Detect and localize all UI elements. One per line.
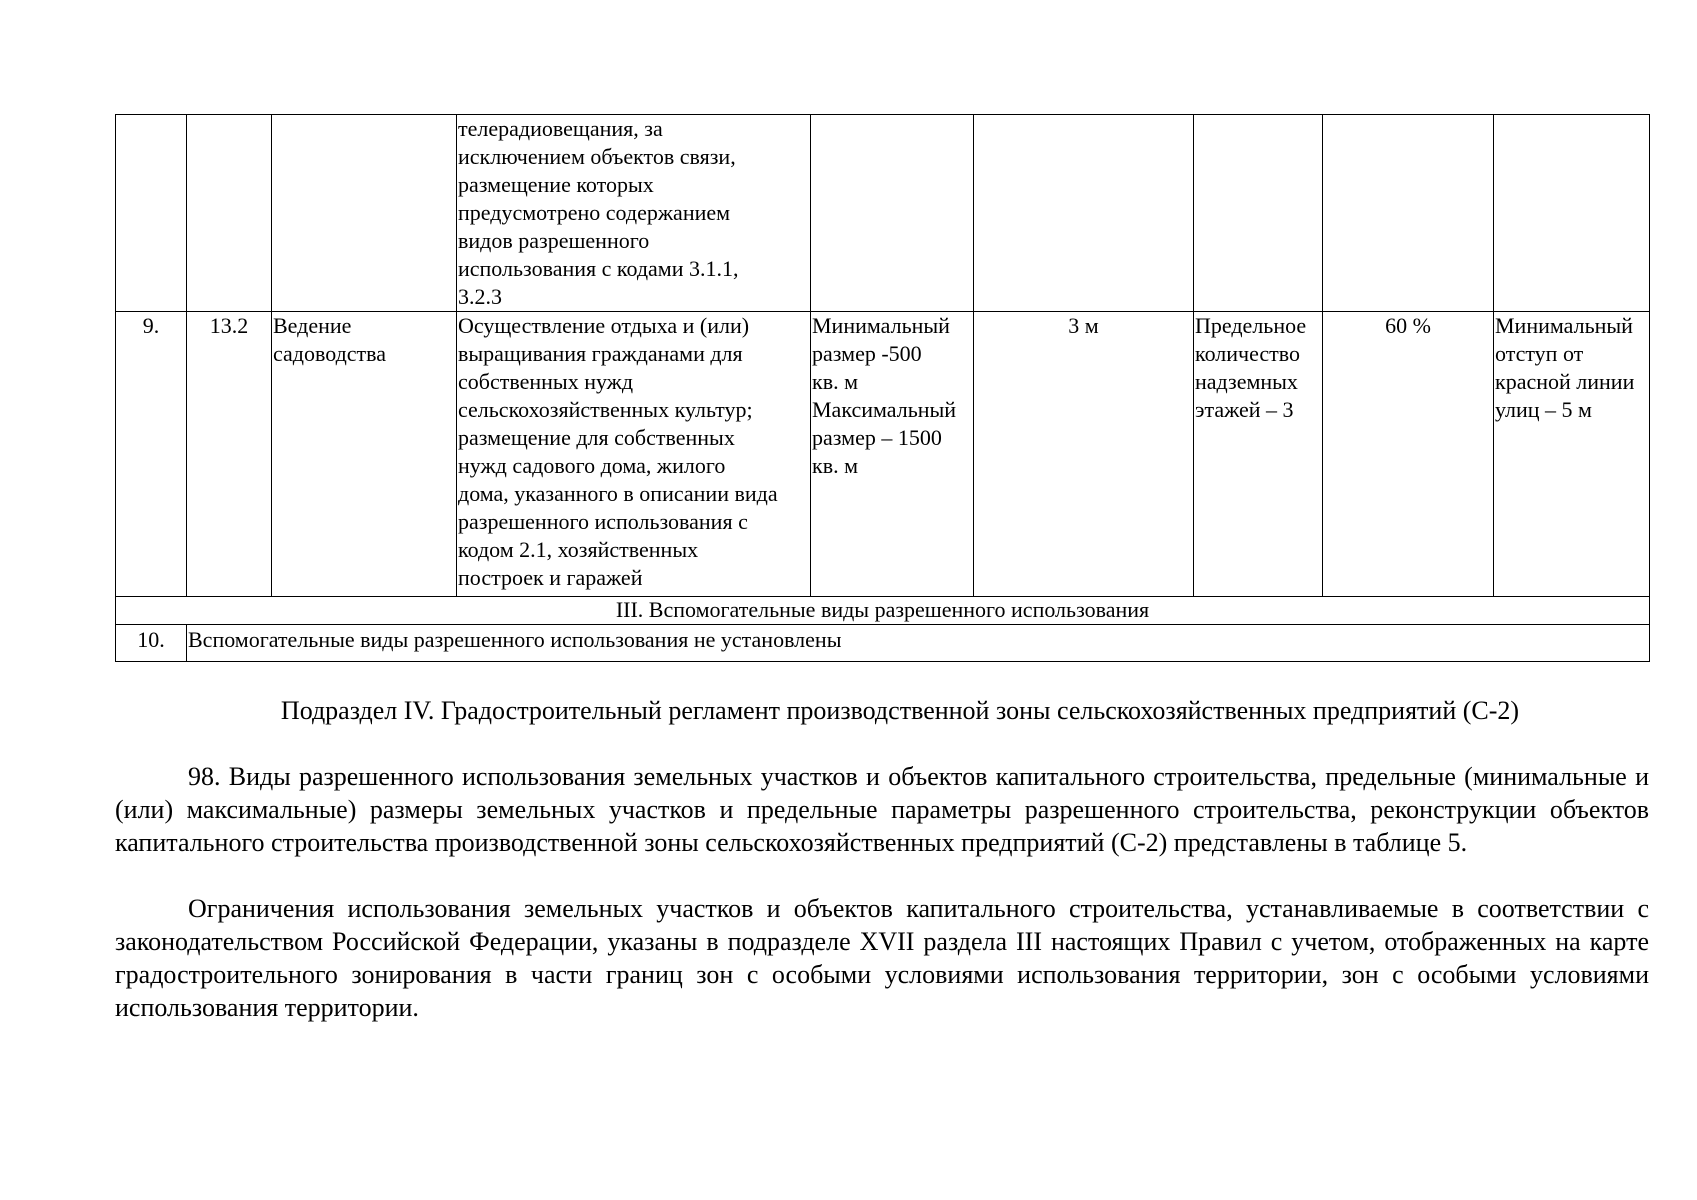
row-number	[116, 625, 187, 662]
row-number-text: 10.	[137, 627, 165, 652]
table-cell	[1194, 115, 1323, 312]
row-floors-text: Предельное количество надземных этажей – 3	[1195, 313, 1307, 422]
table-cell	[116, 115, 187, 312]
row-setback	[974, 312, 1194, 597]
table-cell	[974, 115, 1194, 312]
paragraph-98: 98. Виды разрешенного использования земельных участков и объектов капитального строительства, предельные (минимальные и (или) максимальные) размеры земельных участков и предельные параметры разрешенного строительства, реконструкции объектов капитального строительства производственной зоны сельскохозяйственных предприятий (С-2) представлены в таблице 5.	[115, 762, 1649, 857]
subsection-title: Подраздел IV. Градостроительный регламент производственной зоны сельскохозяйственных предприятий (С-2)	[280, 696, 1520, 725]
table-cell-description	[457, 115, 811, 312]
row-name-text: Ведение садоводства	[273, 313, 387, 366]
table-section-row	[116, 597, 1650, 625]
row-code	[187, 312, 272, 597]
row-coverage-text: 60 %	[1385, 313, 1431, 338]
table-row	[116, 625, 1650, 662]
row-coverage	[1323, 312, 1494, 597]
row-floors	[1194, 312, 1323, 597]
row-description-text: Осуществление отдыха и (или) выращивания гражданами для собственных нужд сельскохозяйственных культур; размещение для собственных нужд садового дома, жилого дома, указанного в описании вида разрешенного использования с кодом 2.1, хозяйственных построек и гаражей	[458, 313, 778, 590]
row-description	[457, 312, 811, 597]
row-other	[1494, 312, 1650, 597]
row-number	[116, 312, 187, 597]
table-cell	[811, 115, 974, 312]
table-cell	[1494, 115, 1650, 312]
section-header-text: III. Вспомогательные виды разрешенного использования	[615, 597, 1150, 622]
table-row	[116, 312, 1650, 597]
row-text	[187, 625, 1650, 662]
section-header	[116, 597, 1650, 625]
row-text-content: Вспомогательные виды разрешенного использования не установлены	[188, 627, 842, 652]
table-cell	[1323, 115, 1494, 312]
row-plot-size-text: Минимальный размер -500 кв. м Максимальный размер – 1500 кв. м	[812, 313, 957, 478]
table-cell	[272, 115, 457, 312]
table-cell	[187, 115, 272, 312]
paragraph-restrictions: Ограничения использования земельных участков и объектов капитального строительства, устанавливаемые в соответствии с законодательством Российской Федерации, указаны в подразделе XVII раздела III настоящих Правил с учетом, отображенных на карте градостроительного зонирования в части границ зон с особыми условиями использования территории, зон с особыми условиями использования территории.	[115, 894, 1649, 1022]
description-text: телерадиовещания, за исключением объектов связи, размещение которых предусмотрено содержанием видов разрешенного использования с кодами 3.1.1, 3.2.3	[458, 116, 739, 309]
land-use-table	[115, 114, 1650, 662]
row-number-text: 9.	[142, 313, 160, 338]
row-other-text: Минимальный отступ от красной линии улиц – 5 м	[1495, 313, 1635, 422]
row-name	[272, 312, 457, 597]
row-plot-size	[811, 312, 974, 597]
row-code-text: 13.2	[209, 313, 249, 338]
table-row	[116, 115, 1650, 312]
row-setback-text: 3 м	[1068, 313, 1099, 338]
